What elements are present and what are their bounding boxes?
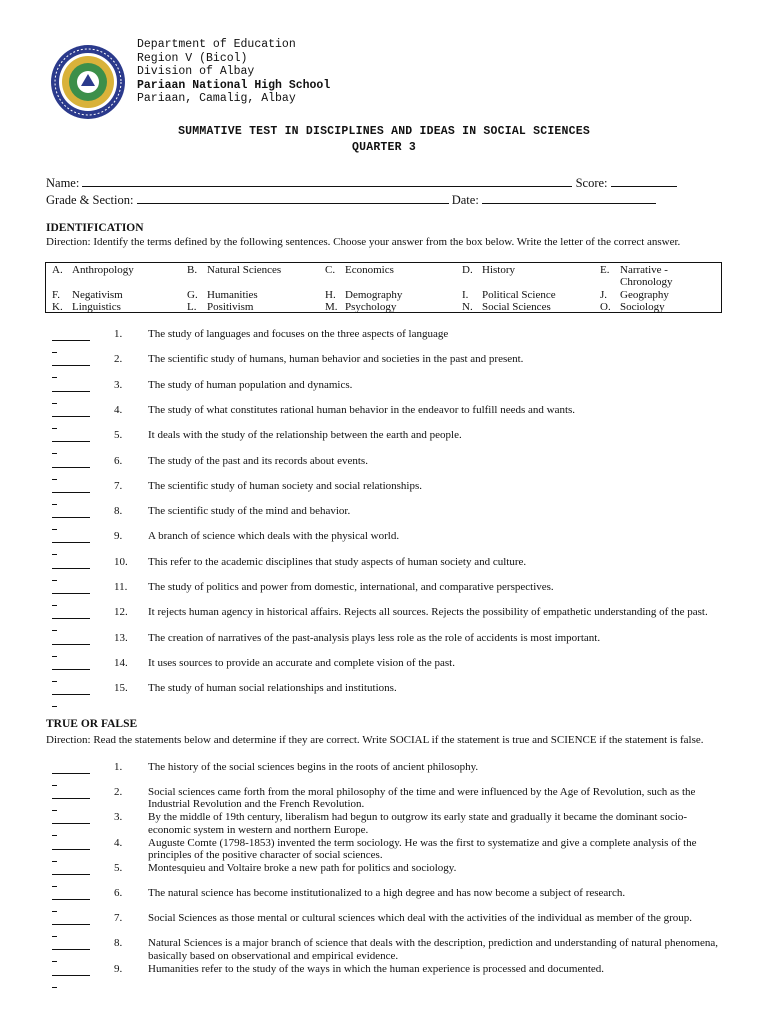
question-text: It deals with the study of the relationship between the earth and people. bbox=[148, 429, 462, 442]
choice-d: D. History bbox=[462, 264, 515, 276]
question-text: The history of the social sciences begins in the roots of ancient philosophy. bbox=[148, 761, 479, 773]
answer-blank[interactable] bbox=[52, 849, 90, 850]
question-text: The scientific study of humans, human behavior and societies in the past and present. bbox=[148, 353, 524, 366]
test-quarter: QUARTER 3 bbox=[352, 141, 416, 154]
question-number: 14. bbox=[114, 656, 128, 669]
answer-blank[interactable] bbox=[52, 874, 90, 875]
answer-blank-tail bbox=[52, 681, 57, 682]
question-number: 1. bbox=[114, 328, 123, 340]
answer-blank[interactable] bbox=[52, 568, 90, 569]
answer-blank[interactable] bbox=[52, 467, 90, 468]
question-number: 11. bbox=[114, 581, 128, 593]
choice-h: H. Demography bbox=[325, 289, 403, 301]
answer-blank-tail bbox=[52, 961, 57, 962]
answer-blank[interactable] bbox=[52, 492, 90, 493]
identification-direction: Direction: Identify the terms defined by the following sentences. Choose your answer from the box below. Write the letter of the correct answer. bbox=[46, 236, 681, 248]
question-text: Humanities refer to the study of the ways in which the human experience is processed and documented. bbox=[148, 962, 605, 975]
choice-e: E. Narrative - Chronology bbox=[600, 264, 673, 288]
score-field[interactable] bbox=[611, 174, 677, 187]
question-number: 4. bbox=[114, 403, 123, 416]
choice-c: C. Economics bbox=[325, 264, 394, 276]
question-text: The study of what constitutes rational human behavior in the endeavor to fulfill needs and wants. bbox=[148, 403, 576, 416]
question-number: 8. bbox=[114, 505, 123, 518]
choice-o: O. Sociology bbox=[600, 301, 665, 313]
answer-blank[interactable] bbox=[52, 899, 90, 900]
question-text: The study of the past and its records about events. bbox=[148, 454, 368, 467]
answer-blank-tail bbox=[52, 352, 57, 353]
question-number: 10. bbox=[114, 555, 128, 568]
answer-blank[interactable] bbox=[52, 391, 90, 392]
question-number: 3. bbox=[114, 811, 123, 824]
answer-blank[interactable] bbox=[52, 798, 90, 799]
choice-j: J. Geography bbox=[600, 289, 669, 301]
question-text: By the middle of 19th century, liberalism had begun to outgrow its early state and gradually it became the dominant socio-economic system in western and northern Europe. bbox=[148, 811, 688, 836]
question-number: 13. bbox=[114, 631, 128, 644]
question-text: The study of languages and focuses on the three aspects of language bbox=[148, 328, 449, 340]
question-text: Social sciences came forth from the moral philosophy of the time and were influenced by the Age of Revolution, such as the Industrial Revolution and the French Revolution. bbox=[148, 786, 696, 811]
header-line-address: Pariaan, Camalig, Albay bbox=[137, 92, 296, 106]
answer-blank-tail bbox=[52, 453, 57, 454]
answer-blank[interactable] bbox=[52, 416, 90, 417]
answer-blank-tail bbox=[52, 886, 57, 887]
answer-blank[interactable] bbox=[52, 365, 90, 366]
choice-n: N. Social Sciences bbox=[462, 301, 551, 313]
question-text: Social Sciences as those mental or cultural sciences which deal with the activities of the individual as member of the group. bbox=[148, 912, 693, 925]
choice-b: B. Natural Sciences bbox=[187, 264, 282, 276]
true-false-heading: TRUE OR FALSE bbox=[46, 718, 138, 730]
answer-blank-tail bbox=[52, 936, 57, 937]
question-text: The study of human population and dynamics. bbox=[148, 378, 353, 391]
test-title: SUMMATIVE TEST IN DISCIPLINES AND IDEAS IN SOCIAL SCIENCES bbox=[178, 125, 590, 138]
grade-section-label: Grade & Section: bbox=[46, 193, 134, 207]
header-line-department: Department of Education bbox=[137, 38, 296, 51]
answer-blank-tail bbox=[52, 987, 57, 988]
question-text: The scientific study of human society and social relationships. bbox=[148, 479, 423, 492]
answer-blank-tail bbox=[52, 785, 57, 786]
answer-blank-tail bbox=[52, 428, 57, 429]
question-number: 7. bbox=[114, 912, 123, 925]
choice-a: A. Anthropology bbox=[52, 264, 134, 276]
answer-blank-tail bbox=[52, 630, 57, 631]
answer-blank-tail bbox=[52, 861, 57, 862]
school-seal-icon bbox=[50, 44, 126, 120]
answer-blank[interactable] bbox=[52, 975, 90, 976]
answer-blank[interactable] bbox=[52, 669, 90, 670]
question-text: It rejects human agency in historical affairs. Rejects all sources. Rejects the possibility of empathetic understanding of the past. bbox=[148, 606, 708, 619]
question-number: 4. bbox=[114, 836, 123, 849]
answer-blank[interactable] bbox=[52, 949, 90, 950]
question-text: A branch of science which deals with the physical world. bbox=[148, 530, 400, 543]
question-number: 9. bbox=[114, 962, 123, 975]
question-number: 2. bbox=[114, 353, 123, 366]
answer-blank-tail bbox=[52, 377, 57, 378]
choice-i: I. Political Science bbox=[462, 289, 556, 301]
choice-k: K. Linguistics bbox=[52, 301, 121, 313]
question-number: 1. bbox=[114, 761, 123, 773]
answer-blank-tail bbox=[52, 504, 57, 505]
date-field[interactable] bbox=[482, 191, 656, 204]
question-number: 3. bbox=[114, 378, 123, 391]
question-number: 2. bbox=[114, 786, 123, 799]
question-number: 8. bbox=[114, 937, 123, 950]
answer-blank-tail bbox=[52, 479, 57, 480]
answer-blank[interactable] bbox=[52, 593, 90, 594]
choice-m: M. Psychology bbox=[325, 301, 397, 313]
question-text: The creation of narratives of the past-analysis plays less role as the role of accidents is most important. bbox=[148, 631, 601, 644]
answer-blank-tail bbox=[52, 605, 57, 606]
answer-blank-tail bbox=[52, 529, 57, 530]
choice-f: F. Negativism bbox=[52, 289, 123, 301]
question-text: The study of politics and power from domestic, international, and comparative perspectives. bbox=[148, 581, 554, 593]
answer-blank-tail bbox=[52, 706, 57, 707]
question-number: 15. bbox=[114, 682, 128, 695]
choice-g: G. Humanities bbox=[187, 289, 258, 301]
choice-l: L. Positivism bbox=[187, 301, 254, 313]
answer-blank[interactable] bbox=[52, 618, 90, 619]
answer-choices-box bbox=[45, 262, 722, 313]
answer-blank[interactable] bbox=[52, 542, 90, 543]
question-number: 7. bbox=[114, 479, 123, 492]
question-text: The natural science has become institutionalized to a high degree and has now become a subject of research. bbox=[148, 887, 626, 899]
question-text: Auguste Comte (1798-1853) invented the term sociology. He was the first to systematize and give a complete analysis of the principles of the positive character of social sciences. bbox=[148, 836, 697, 861]
answer-blank-tail bbox=[52, 911, 57, 912]
answer-blank-tail bbox=[52, 403, 57, 404]
answer-blank[interactable] bbox=[52, 694, 90, 695]
answer-blank[interactable] bbox=[52, 340, 90, 341]
answer-blank[interactable] bbox=[52, 773, 90, 774]
question-number: 6. bbox=[114, 454, 123, 467]
question-text: The scientific study of the mind and behavior. bbox=[148, 505, 351, 518]
answer-blank-tail bbox=[52, 656, 57, 657]
identification-heading: IDENTIFICATION bbox=[46, 222, 144, 234]
answer-blank[interactable] bbox=[52, 441, 90, 442]
answer-blank[interactable] bbox=[52, 823, 90, 824]
header-line-school: Pariaan National High School bbox=[137, 78, 331, 92]
question-text: Natural Sciences is a major branch of science that deals with the description, prediction and understanding of natural phenomena, basically based on observational and empirical evidence. bbox=[148, 937, 718, 962]
answer-blank[interactable] bbox=[52, 924, 90, 925]
answer-blank-tail bbox=[52, 554, 57, 555]
name-field[interactable] bbox=[82, 174, 572, 187]
answer-blank[interactable] bbox=[52, 517, 90, 518]
score-label: Score: bbox=[575, 176, 608, 190]
answer-blank-tail bbox=[52, 810, 57, 811]
question-text: Montesquieu and Voltaire broke a new path for politics and sociology. bbox=[148, 861, 457, 874]
header-line-region: Region V (Bicol) bbox=[137, 51, 248, 65]
question-number: 5. bbox=[114, 429, 123, 442]
name-score-row bbox=[46, 174, 677, 191]
header-line-division: Division of Albay bbox=[137, 65, 255, 79]
question-number: 9. bbox=[114, 530, 123, 543]
question-text: This refer to the academic disciplines that study aspects of human society and culture. bbox=[148, 555, 527, 568]
answer-blank[interactable] bbox=[52, 644, 90, 645]
question-number: 6. bbox=[114, 887, 123, 899]
answer-blank-tail bbox=[52, 835, 57, 836]
true-false-direction: Direction: Read the statements below and determine if they are correct. Write SOCIAL if the statement is true and SCIENCE if the statement is false. bbox=[46, 734, 704, 746]
answer-blank-tail bbox=[52, 580, 57, 581]
question-number: 12. bbox=[114, 606, 128, 619]
date-label: Date: bbox=[451, 193, 479, 207]
question-text: The study of human social relationships and institutions. bbox=[148, 682, 397, 695]
grade-section-field[interactable] bbox=[137, 191, 449, 204]
question-text: It uses sources to provide an accurate and complete vision of the past. bbox=[148, 656, 455, 669]
grade-date-row bbox=[46, 191, 656, 208]
question-number: 5. bbox=[114, 861, 123, 874]
school-header bbox=[137, 38, 330, 106]
name-label: Name: bbox=[46, 176, 80, 190]
